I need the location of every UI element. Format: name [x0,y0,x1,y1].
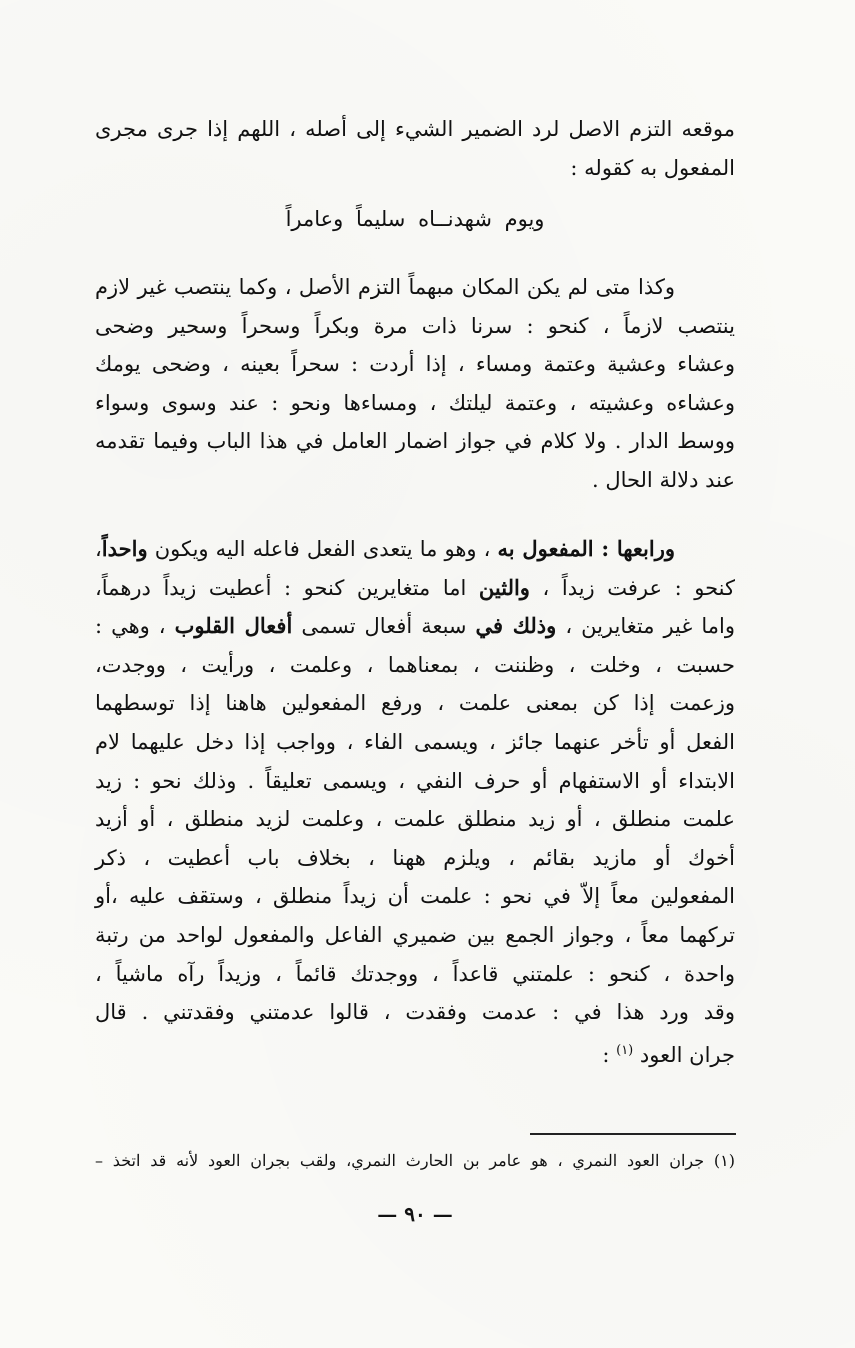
bold-term: وذلك في [475,613,557,639]
footnote-reference: (١) [616,1042,634,1058]
text-line: تركهما معاً ، وجواز الجمع بين ضميري الفاعل والمفعول لواحد من رتبة [95,922,735,947]
text-line: الابتداء أو الاستفهام أو حرف النفي ، ويسمى تعليقاً . وذلك نحو : زيد [95,768,735,793]
text-run: سبعة أفعال تسمى [292,614,476,639]
text-run: ، وهو ما يتعدى الفعل فاعله اليه ويكون [147,537,498,561]
text-line: ووسط الدار . ولا كلام في جواز اضمار العامل في هذا الباب وفيما تقدمه [95,429,735,454]
text-line: عند دلالة الحال . [591,467,735,492]
bold-term: أفعال القلوب [174,613,293,639]
text-line [95,569,735,608]
text-line: واحدة ، كنحو : علمتني قاعداً ، ووجدتك قائماً ، وزيداً رآه ماشياً ، [95,961,735,986]
text-run: : [602,1042,617,1067]
text-line: وعشاء وعشية وعتمة ومساء ، إذا أردت : سحراً بعينه ، وضحى يومك [95,352,735,377]
text-line: ينتصب لازماً ، كنحو : سرنا ذات مرة وبكراً وسحراً وسحير وضحى [95,313,735,338]
bold-term: واحداً [101,536,148,561]
text-run: واما غير متغايرين ، [556,614,735,639]
text-line: وكذا متى لم يكن المكان مبهماً التزم الأصل ، وكما ينتصب غير لازم [95,275,675,299]
text-line [95,1032,735,1075]
text-line: وزعمت إذا كن بمعنى علمت ، ورفع المفعولين هاهنا إذا توسطهما [95,691,735,716]
text-run: ، وهي : [95,614,175,639]
text-line [95,607,735,646]
text-line: علمت منطلق ، أو زيد منطلق علمت ، وعلمت لزيد منطلق ، أو أزيد [95,807,735,832]
bold-term: والثين [478,574,530,600]
text-run: جران العود [633,1042,735,1067]
text-line [95,530,735,569]
text-run: اما متغايرين كنحو : أعطيت زيداً درهماً، [95,575,479,600]
text-line: حسبت ، وخلت ، وظننت ، بمعناهما ، وعلمت ، ورأيت ، ووجدت، [95,652,735,677]
bold-term: ورابعها : المفعول به [497,536,675,561]
footnote: (١) جران العود النمري ، هو عامر بن الحارث النمري، ولقب بجران العود لأنه قد اتخذ – [95,1151,735,1170]
paragraph-1 [95,110,735,187]
text-line: وقد ورد هذا في : عدمت وفقدت ، قالوا عدمتني وفقدتني . قال [95,1000,735,1025]
text-run: كنحو : عرفت زيداً ، [529,575,735,600]
text-line: موقعه التزم الاصل لرد الضمير الشيء إلى أصله ، اللهم إذا جرى مجرى [95,117,735,141]
text-line: الفعل أو تأخر عنهما جائز ، ويسمى الفاء ، وواجب إذا دخل عليهما لام [95,729,735,754]
page-number: — ٩٠ — [377,1202,453,1226]
text-run: ، [95,537,102,561]
paragraph-2 [95,268,735,500]
verse-line: ويوم شهدنــاه سليماً وعامراً [285,207,545,231]
paragraph-3 [95,530,735,1074]
text-line: أخوك أو مازيد بقائم ، ويلزم ههنا ، بخلاف باب أعطيت ، ذكر [95,845,735,870]
text-line: المفعول به كقوله : [570,155,735,180]
text-line: وعشاءه وعشيته ، وعتمة ليلتك ، ومساءها ونحو : عند وسوى وسواء [95,390,735,415]
footnote-divider [530,1133,736,1135]
text-line: المفعولين معاً إلاّ في نحو : علمت أن زيداً منطلق ، وستقف عليه ،أو [95,884,735,909]
